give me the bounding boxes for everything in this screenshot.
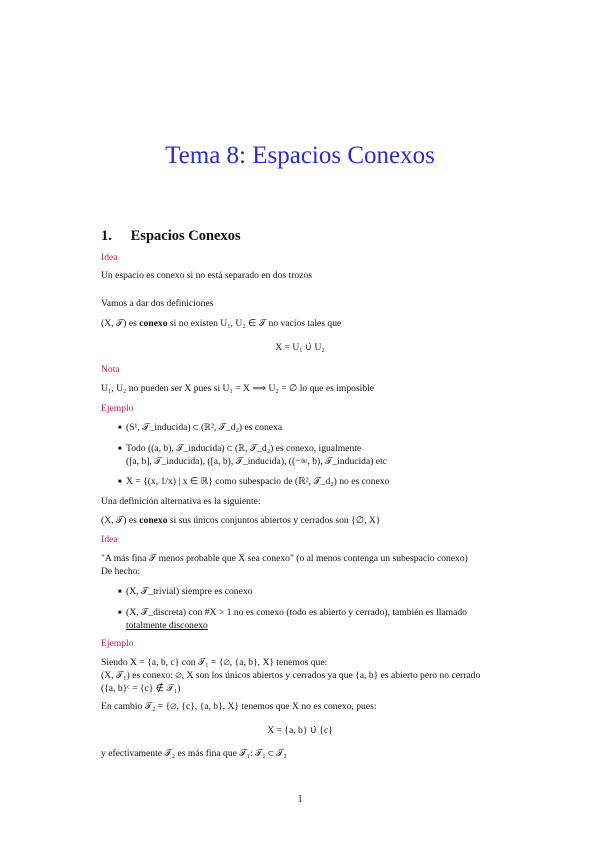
ejemplo-label: Ejemplo xyxy=(101,403,134,414)
idea-2-item-2b: totalmente disconexo xyxy=(126,620,208,631)
section-number: 1. xyxy=(101,228,112,244)
idea-2-item-1: (X, 𝒯_trivial) siempre es conexo xyxy=(126,586,253,597)
idea-label: Idea xyxy=(101,252,118,263)
section-heading xyxy=(101,228,241,245)
example-1-item-3: X = {(x, 1/x) | x ∈ ℝ} como subespacio de (ℝ², 𝒯_d₂) no es conexo xyxy=(126,476,390,487)
idea-text: Un espacio es conexo si no está separado en dos trozos xyxy=(101,270,313,281)
idea-2-intro: De hecho: xyxy=(101,566,141,577)
definition-2-pre: (X, 𝒯) es xyxy=(101,515,140,526)
example-1-item-1: (S¹, 𝒯_inducida) ⊂ (ℝ², 𝒯_d₂) es conexa xyxy=(126,422,283,433)
example-2-line-1: Siendo X = {a, b, c} con 𝒯₁ = {∅, {a, b}, X} tenemos que: xyxy=(101,657,328,668)
example-1-item-2a: Todo ((a, b), 𝒯_inducida) ⊂ (ℝ, 𝒯_d₂) es conexo, igualmente xyxy=(126,443,362,454)
definition-1-post: si no existen U₁, U₂ ∈ 𝒯 no vacíos tales que xyxy=(167,318,342,329)
example-2-line-3: ({a, b}ᶜ = {c} ∉ 𝒯₁) xyxy=(101,683,181,694)
example-2-line-4: En cambio 𝒯₂ = {∅, {c}, {a, b}, X} tenemos que X no es conexo, pues: xyxy=(101,701,377,712)
definition-1-pre: (X, 𝒯) es xyxy=(101,318,140,329)
bullet-icon: ■ xyxy=(118,610,122,616)
ejemplo-label-2: Ejemplo xyxy=(101,638,134,649)
nota-text: U₁, U₂ no pueden ser X pues si U₁ = X ⟹ U₂ = ∅ lo que es imposible xyxy=(101,383,375,394)
bullet-icon: ■ xyxy=(118,425,122,431)
bullet-icon: ■ xyxy=(118,479,122,485)
bullet-icon: ■ xyxy=(118,589,122,595)
example-1-item-2b: ([a, b], 𝒯_inducida), ([a, b), 𝒯_inducida), ((−∞, b), 𝒯_inducida) etc xyxy=(126,456,387,467)
definition-1-term: conexo xyxy=(139,318,168,329)
document-title: Tema 8: Espacios Conexos xyxy=(165,142,435,169)
example-2-line-5: y efectivamente 𝒯₂ es más fina que 𝒯₁: 𝒯₁ ⊂ 𝒯₂ xyxy=(101,748,287,759)
nota-label: Nota xyxy=(101,364,120,375)
page-number: 1 xyxy=(297,794,303,805)
definition-2-term: conexo xyxy=(139,515,168,526)
idea-label-2: Idea xyxy=(101,534,118,545)
equation-1: X = U₁ ∪̇ U₂ xyxy=(275,342,325,353)
equation-2: X = {a, b} ∪̇ {c} xyxy=(267,725,333,736)
bullet-icon: ■ xyxy=(118,446,122,452)
definition-2-post: si sus únicos conjuntos abiertos y cerrados son {∅, X} xyxy=(167,515,381,526)
definition-1 xyxy=(101,318,341,330)
definitions-intro: Vamos a dar dos definiciones xyxy=(101,298,214,309)
idea-2-text: "A más fina 𝒯 menos probable que X sea conexo" (o al menos contenga un subespacio conexo) xyxy=(101,553,468,564)
example-2-line-2: (X, 𝒯₁) es conexo: ∅, X son los únicos abiertos y cerrados ya que {a, b} es abierto pero no cerrado xyxy=(101,670,481,681)
idea-2-item-2: (X, 𝒯_discreta) con #X > 1 no es conexo (todo es abierto y cerrado), también es llamado xyxy=(126,607,467,618)
alternative-intro: Una definición alternativa es la siguiente: xyxy=(101,496,261,507)
definition-2 xyxy=(101,515,380,527)
section-title: Espacios Conexos xyxy=(130,228,241,244)
